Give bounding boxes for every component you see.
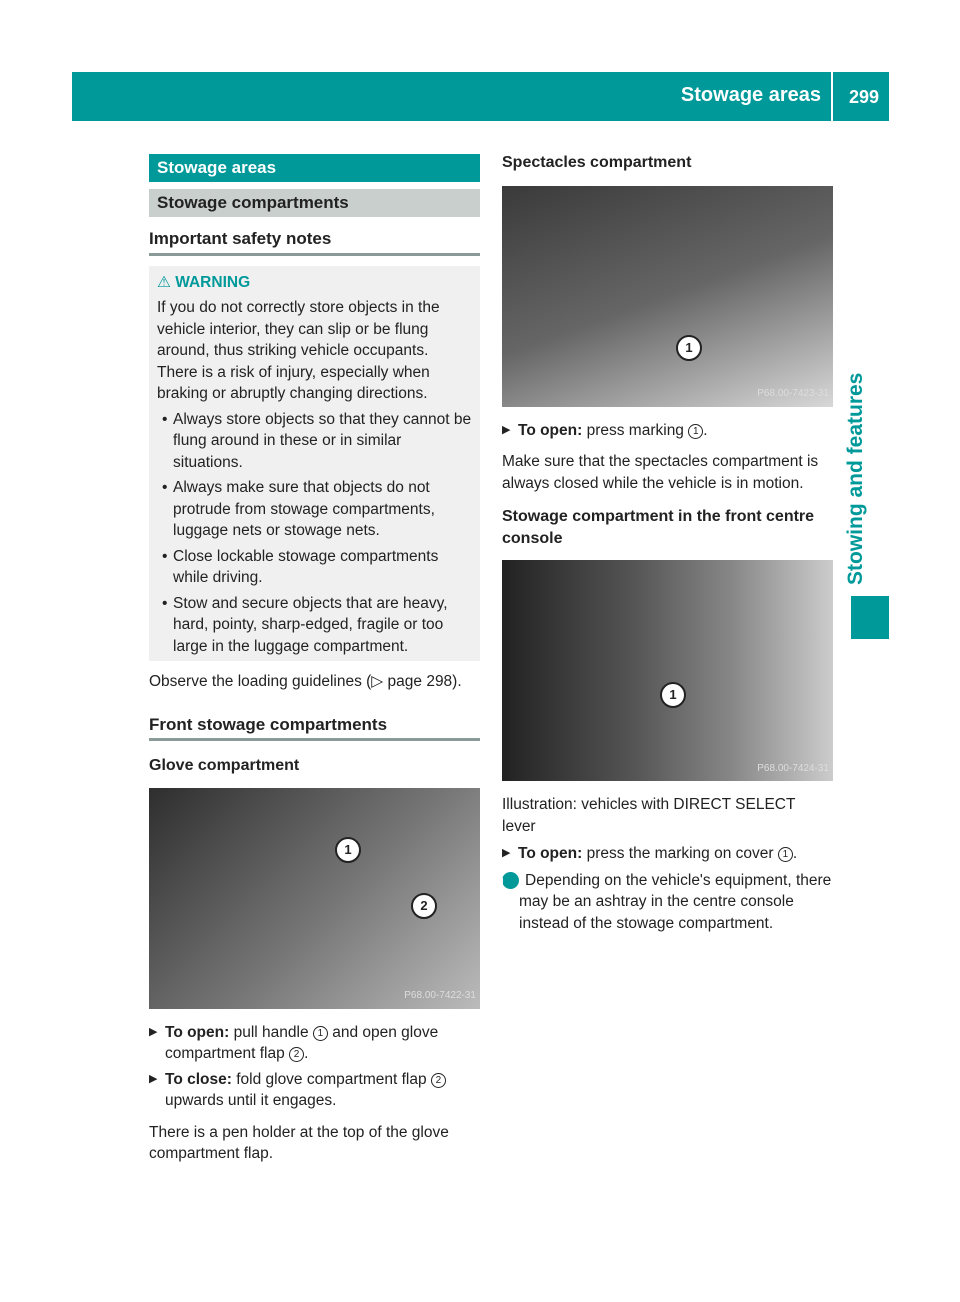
arrow-icon: ▶ [149, 1025, 158, 1038]
marker-ref: 2 [289, 1047, 304, 1062]
figure-id: P68.00-7424-31 [757, 762, 829, 774]
page-header [72, 72, 889, 121]
subsection-heading: Stowage compartments [149, 189, 480, 217]
figure-id: P68.00-7422-31 [404, 990, 476, 1001]
left-column [149, 154, 480, 1165]
side-tab-label: Stowing and features [844, 372, 867, 585]
warning-title: WARNING [175, 273, 251, 291]
warning-icon: ⚠ [157, 273, 171, 291]
spectacles-note: Make sure that the spectacles compartment is always closed while the vehicle is in motion. [502, 453, 819, 492]
open-step: ▶ To open: press the marking on cover 1 . [502, 843, 833, 865]
step-text: pull handle [233, 1023, 309, 1041]
warning-bullet: • Always make sure that objects do not protrude from stowage compartments, luggage nets or stowage nets. [157, 477, 472, 542]
right-column [502, 152, 833, 934]
safety-heading: Important safety notes [149, 228, 480, 256]
pen-holder-note: There is a pen holder at the top of the glove compartment flap. [149, 1123, 449, 1162]
spectacles-heading: Spectacles compartment [502, 154, 692, 171]
header-divider [831, 72, 833, 121]
marker-ref: 1 [688, 424, 703, 439]
arrow-icon: ▶ [149, 1072, 158, 1085]
glove-compartment-illustration [149, 788, 480, 1009]
marker-1: 1 [660, 682, 686, 708]
open-step: ▶ To open: pull handle 1 and open glove compartment flap 2 . [149, 1023, 439, 1062]
arrow-icon: ▶ [502, 423, 511, 436]
open-step: ▶ To open: press marking 1 . [502, 420, 833, 442]
spectacles-illustration [502, 186, 833, 407]
warning-bullet: • Close lockable stowage compartments while driving. [157, 546, 472, 589]
console-heading: Stowage compartment in the front centre console [502, 508, 815, 547]
step-text: upwards until it engages. [165, 1092, 337, 1109]
header-title: Stowage areas [680, 84, 821, 106]
page-number: 299 [848, 87, 879, 107]
marker-ref: 2 [431, 1073, 446, 1088]
glove-heading: Glove compartment [149, 757, 300, 774]
marker-1: 1 [335, 837, 361, 863]
warning-bullet: • Stow and secure objects that are heavy, hard, pointy, sharp-edged, fragile or too large in the luggage compartment. [157, 593, 472, 658]
step-text: press marking [586, 421, 684, 439]
figure-id: P68.00-7423-31 [757, 388, 829, 399]
front-stowage-heading: Front stowage compartments [149, 714, 480, 742]
warning-bullet: • Always store objects so that they cannot be flung around in these or in similar situations. [157, 409, 472, 474]
close-step [149, 1069, 480, 1112]
info-icon: i [502, 872, 519, 889]
marker-1: 1 [676, 335, 702, 361]
section-heading: Stowage areas [149, 154, 480, 182]
warning-box [149, 266, 480, 662]
step-label: To open: [518, 845, 583, 862]
step-label: To open: [518, 421, 583, 439]
step-text: and open glove compartment flap [165, 1023, 439, 1062]
step-text: press the marking on cover [586, 845, 774, 862]
arrow-icon: ▶ [502, 847, 511, 859]
step-text: fold glove compartment flap [236, 1070, 427, 1088]
marker-ref: 1 [313, 1026, 328, 1041]
marker-ref: 1 [778, 847, 793, 862]
side-tab-marker [851, 596, 889, 639]
warning-text: If you do not correctly store objects in the vehicle interior, they can slip or be flung around, thus striking vehicle occupants. There is a risk of injury, especially when braking or abruptly changing directions. [157, 299, 440, 402]
info-text: Depending on the vehicle's equipment, there may be an ashtray in the centre console instead of the stowage compartment. [519, 871, 832, 932]
illustration-caption: Illustration: vehicles with DIRECT SELECT lever [502, 796, 796, 835]
loading-guidelines-link[interactable]: Observe the loading guidelines (▷ page 298). [149, 673, 462, 690]
step-label: To open: [165, 1023, 230, 1041]
step-label: To close: [165, 1070, 232, 1088]
marker-2: 2 [411, 893, 437, 919]
info-note [502, 870, 833, 935]
console-illustration [502, 560, 833, 781]
